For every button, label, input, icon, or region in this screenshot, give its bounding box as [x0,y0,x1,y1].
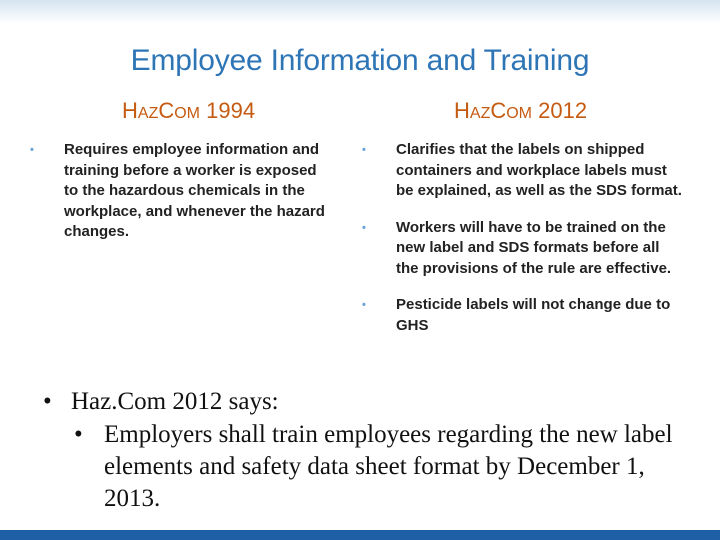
list-item [362,218,686,280]
says-sub-text: Employers shall train employees regarding the new label elements and safety data sheet format by December 1, 2013. [104,421,673,512]
bullet-text: Clarifies that the labels on shipped containers and workplace labels must be explained, as well as the SDS format. [396,141,682,199]
bullet-dot-icon: • [30,144,34,156]
heading-part: H [454,98,470,123]
bullet-text: Pesticide labels will not change due to GHS [396,296,671,334]
bullet-dot-icon: • [74,421,83,448]
heading-part: C [490,98,507,123]
heading-part: AZ [469,105,491,122]
list-item [30,140,334,243]
heading-part: C [158,98,175,123]
column-heading-hazcom-1994 [122,98,255,124]
says-heading-line [43,386,279,418]
says-heading: Haz.Com 2012 says: [71,388,279,415]
bottom-accent-bar [0,530,720,540]
left-bullet-list [30,140,334,259]
heading-part: 1994 [200,98,256,123]
bullet-text: Requires employee information and training before a worker is exposed to the hazardous chemicals in the workplace, and whenever the hazard changes. [64,141,325,240]
heading-part: AZ [137,105,159,122]
heading-part: H [122,98,138,123]
heading-part: 2012 [532,98,588,123]
heading-part: OM [174,105,201,122]
column-heading-hazcom-2012 [454,98,587,124]
says-sub-bullet [74,419,694,515]
bullet-dot-icon: • [362,221,366,234]
bullet-dot-icon: • [362,299,366,311]
heading-part: OM [506,105,533,122]
bullet-dot-icon: • [43,388,52,415]
list-item [362,140,686,202]
bullet-text: Workers will have to be trained on the new label and SDS formats before all the provisions of the rule are effective. [396,218,672,277]
right-bullet-list [362,140,686,352]
slide-title: Employee Information and Training [130,44,590,77]
list-item [362,295,686,336]
bullet-dot-icon: • [362,144,366,156]
top-gradient-band [0,0,720,24]
